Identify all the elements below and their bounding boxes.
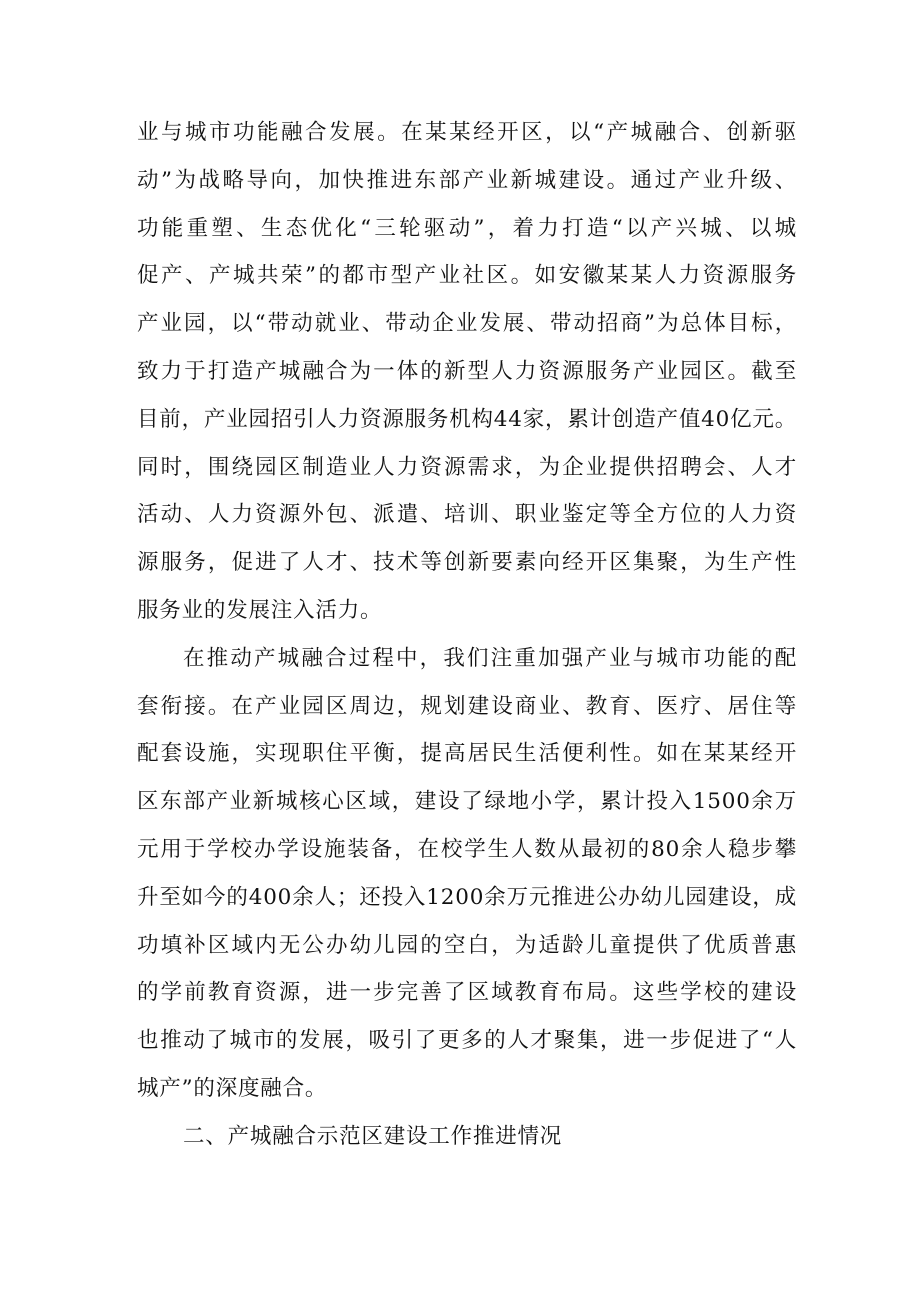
paragraph-line: 动”为战略导向，加快推进东部产业新城建设。通过产业升级、 [137, 167, 797, 193]
paragraph-line: 配套设施，实现职住平衡，提高居民生活便利性。如在某某经开 [137, 741, 797, 767]
paragraph-line: 区东部产业新城核心区域，建设了绿地小学，累计投入1500余万 [137, 789, 797, 815]
paragraph-line: 的学前教育资源，进一步完善了区域教育布局。这些学校的建设 [137, 980, 797, 1006]
paragraph-line: 服务业的发展注入活力。 [137, 597, 383, 623]
paragraph-line: 也推动了城市的发展，吸引了更多的人才聚集，进一步促进了“人 [137, 1028, 797, 1054]
paragraph-line: 致力于打造产城融合为一体的新型人力资源服务产业园区。截至 [137, 358, 797, 384]
paragraph-line: 升至如今的400余人；还投入1200余万元推进公办幼儿园建设，成 [137, 884, 797, 910]
paragraph-line: 同时，围绕园区制造业人力资源需求，为企业提供招聘会、人才 [137, 454, 797, 480]
paragraph-line: 城产”的深度融合。 [137, 1075, 328, 1101]
paragraph-2 [137, 635, 797, 1113]
paragraph-line: 源服务，促进了人才、技术等创新要素向经开区集聚，为生产性 [137, 550, 797, 576]
paragraph-line: 促产、产城共荣”的都市型产业社区。如安徽某某人力资源服务 [137, 263, 797, 289]
paragraph-line: 活动、人力资源外包、派遣、培训、职业鉴定等全方位的人力资 [137, 502, 797, 528]
paragraph-line: 功能重塑、生态优化“三轮驱动”，着力打造“以产兴城、以城 [137, 215, 797, 241]
paragraph-line: 产业园，以“带动就业、带动企业发展、带动招商”为总体目标， [137, 311, 797, 337]
paragraph-line: 业与城市功能融合发展。在某某经开区，以“产城融合、创新驱 [137, 120, 797, 145]
paragraph-line: 在推动产城融合过程中，我们注重加强产业与城市功能的配 [183, 645, 797, 671]
section-heading: 二、产城融合示范区建设工作推进情况 [183, 1123, 563, 1149]
paragraph-line: 功填补区域内无公办幼儿园的空白，为适龄儿童提供了优质普惠 [137, 932, 797, 958]
paragraph-line: 元用于学校办学设施装备，在校学生人数从最初的80余人稳步攀 [137, 836, 797, 862]
paragraph-line: 套衔接。在产业园区周边，规划建设商业、教育、医疗、居住等 [137, 693, 797, 719]
paragraph-1 [137, 109, 797, 635]
document-body [137, 109, 797, 1161]
paragraph-line: 目前，产业园招引人力资源服务机构44家，累计创造产值40亿元。 [137, 406, 798, 432]
